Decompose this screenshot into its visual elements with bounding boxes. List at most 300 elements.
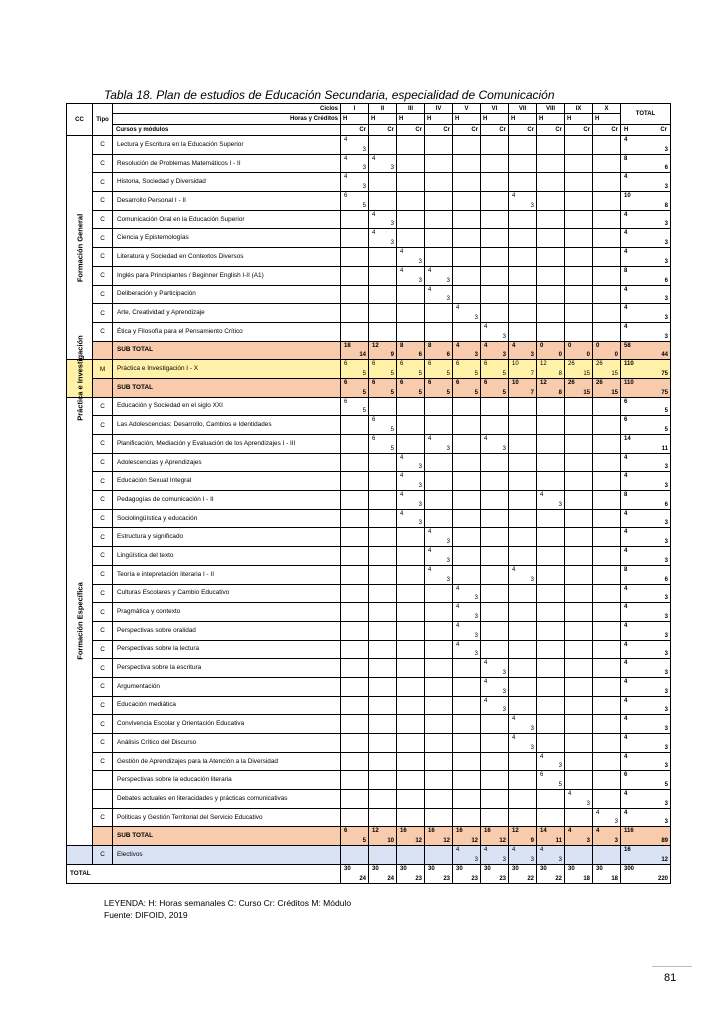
credits-value: 3 [390, 240, 394, 247]
credit-cell [509, 659, 537, 678]
credit-cell [397, 285, 425, 304]
credit-cell [509, 734, 537, 753]
credit-cell [397, 248, 425, 267]
credit-cell [341, 752, 369, 771]
credits-value: 5 [474, 370, 478, 377]
total-cell [621, 846, 671, 865]
credits-value: 5 [446, 370, 450, 377]
credit-cell [481, 322, 509, 341]
cycle-header: IV [425, 104, 453, 114]
course-row [67, 640, 671, 659]
credit-cell [509, 472, 537, 491]
hours-value: 30 [596, 865, 603, 872]
credit-cell [481, 640, 509, 659]
credit-cell [537, 304, 565, 323]
credit-cell [341, 173, 369, 192]
credits-value: 23 [443, 875, 450, 882]
total-credits-value: 6 [664, 501, 668, 508]
credit-cell [397, 715, 425, 734]
total-hours-value: 4 [624, 529, 628, 536]
credit-cell [369, 790, 397, 809]
credits-value: 15 [611, 389, 618, 396]
credits-value: 3 [614, 838, 618, 845]
cc-header: CC [67, 104, 93, 136]
credit-cell [425, 341, 453, 360]
course-name: Electivos [113, 846, 341, 865]
credit-cell [537, 677, 565, 696]
total-credits-value: 3 [664, 707, 668, 714]
credit-cell [453, 322, 481, 341]
credit-cell [481, 453, 509, 472]
credit-cell [397, 752, 425, 771]
total-hours-value: 4 [624, 604, 628, 611]
hours-value: 6 [456, 361, 460, 368]
course-row [67, 752, 671, 771]
total-cell [621, 397, 671, 416]
credits-value: 5 [362, 838, 366, 845]
total-cell [621, 808, 671, 827]
total-cell [621, 453, 671, 472]
hours-value: 10 [512, 379, 519, 386]
credit-cell [537, 509, 565, 528]
credit-cell [341, 621, 369, 640]
credit-cell [565, 491, 593, 510]
hours-value: 4 [512, 847, 516, 854]
credit-cell [341, 547, 369, 566]
credit-cell [593, 808, 621, 827]
total-credits-value: 3 [664, 520, 668, 527]
credit-cell [509, 210, 537, 229]
credit-cell [593, 322, 621, 341]
credits-value: 3 [362, 146, 366, 153]
course-name: Sociolingüística y educación [113, 509, 341, 528]
credits-value: 3 [418, 277, 422, 284]
credit-cell [481, 752, 509, 771]
hours-value: 4 [596, 809, 600, 816]
credit-cell [341, 677, 369, 696]
credit-cell [369, 547, 397, 566]
course-type: C [93, 136, 113, 155]
credit-cell [593, 734, 621, 753]
credit-cell [509, 846, 537, 865]
cr-header: Cr [341, 125, 369, 136]
total-hours-value: 14 [624, 436, 631, 442]
hours-value: 26 [568, 379, 575, 386]
hours-value: 4 [540, 492, 544, 499]
credits-value: 3 [446, 277, 450, 284]
credit-cell [509, 790, 537, 809]
credit-cell [537, 360, 565, 379]
course-type: C [93, 584, 113, 603]
credit-cell [481, 677, 509, 696]
course-row [67, 771, 671, 790]
hours-value: 4 [428, 436, 432, 442]
total-hours-value: 58 [624, 342, 631, 349]
credit-cell [369, 808, 397, 827]
total-cell [621, 266, 671, 285]
credit-cell [593, 509, 621, 528]
total-credits-value: 220 [657, 875, 668, 882]
credit-cell [369, 528, 397, 547]
credit-cell [341, 734, 369, 753]
course-row [67, 360, 671, 379]
total-cell [621, 210, 671, 229]
credits-value: 3 [474, 314, 478, 321]
credit-cell [341, 640, 369, 659]
credit-cell [509, 453, 537, 472]
hours-value: 30 [456, 865, 463, 872]
credit-cell [453, 173, 481, 192]
credit-cell [593, 229, 621, 248]
total-hours-value: 8 [624, 267, 628, 274]
credit-cell [397, 397, 425, 416]
total-cell [621, 621, 671, 640]
total-credits-value: 5 [664, 782, 668, 789]
credit-cell [481, 547, 509, 566]
credit-cell [509, 565, 537, 584]
credit-cell [509, 491, 537, 510]
total-hours-value: 8 [624, 155, 628, 162]
credit-cell [397, 453, 425, 472]
credits-value: 15 [583, 389, 590, 396]
total-credits-value: 75 [661, 389, 668, 396]
cr-header: Cr [425, 125, 453, 136]
credits-value: 5 [502, 370, 506, 377]
credit-cell [369, 846, 397, 865]
credit-cell [369, 509, 397, 528]
credit-cell [537, 827, 565, 846]
credit-cell [481, 790, 509, 809]
blank-cell [67, 846, 93, 865]
credits-value: 3 [446, 539, 450, 546]
hours-value: 6 [484, 361, 488, 368]
cr-header: Cr [509, 125, 537, 136]
credit-cell [453, 528, 481, 547]
course-row [67, 416, 671, 435]
credits-value: 3 [362, 184, 366, 191]
cr-header: Cr [537, 125, 565, 136]
credit-cell [593, 846, 621, 865]
credit-cell [537, 285, 565, 304]
credit-cell [369, 173, 397, 192]
hours-value: 4 [456, 641, 460, 648]
cr-header: Cr [453, 125, 481, 136]
credit-cell [509, 154, 537, 173]
credits-value: 5 [390, 445, 394, 452]
group-general-label: Formación General [75, 213, 84, 282]
credits-value: 3 [530, 744, 534, 751]
credit-cell [425, 790, 453, 809]
course-row [67, 734, 671, 753]
header-row-courses [67, 125, 671, 136]
credit-cell [369, 603, 397, 622]
credit-cell [481, 472, 509, 491]
credits-value: 3 [558, 763, 562, 770]
credit-cell [397, 846, 425, 865]
total-cell [621, 491, 671, 510]
credit-cell [481, 846, 509, 865]
credit-cell [341, 136, 369, 155]
hours-value: 14 [540, 828, 547, 835]
credit-cell [481, 771, 509, 790]
credits-value: 5 [558, 782, 562, 789]
total-cell [621, 734, 671, 753]
total-hours-value: 4 [624, 735, 628, 741]
hours-value: 0 [540, 342, 544, 349]
total-hours-value: 6 [624, 417, 628, 424]
hours-value: 12 [372, 828, 379, 835]
credit-cell [397, 229, 425, 248]
total-hours-value: 4 [624, 137, 628, 143]
hours-value: 26 [596, 379, 603, 386]
total-credits-value: 3 [664, 221, 668, 228]
credit-cell [341, 154, 369, 173]
credit-cell [341, 565, 369, 584]
subtotal-label: SUB TOTAL [113, 827, 341, 846]
total-hours-value: 116 [624, 828, 634, 835]
course-type: C [93, 752, 113, 771]
course-name: Teoría e intepretación literaria I - II [113, 565, 341, 584]
hours-value: 4 [400, 510, 404, 517]
credit-cell [341, 397, 369, 416]
credit-cell [537, 266, 565, 285]
credit-cell [397, 210, 425, 229]
total-hours-value: 4 [624, 249, 628, 256]
credits-value: 3 [474, 651, 478, 658]
hours-value: 6 [456, 379, 460, 386]
credits-value: 3 [446, 576, 450, 583]
credit-cell [425, 491, 453, 510]
credit-cell [453, 827, 481, 846]
course-type: C [93, 266, 113, 285]
total-credits-value: 3 [664, 688, 668, 695]
grand-total-row [67, 864, 671, 883]
course-name: Resolución de Problemas Matemáticos I - II [113, 154, 341, 173]
credit-cell [481, 378, 509, 397]
credit-cell [593, 435, 621, 454]
credit-cell [397, 565, 425, 584]
course-type [93, 771, 113, 790]
credit-cell [453, 435, 481, 454]
course-type: C [93, 603, 113, 622]
total-cell [621, 677, 671, 696]
credit-cell [369, 304, 397, 323]
credit-cell [565, 715, 593, 734]
credits-value: 24 [359, 875, 366, 882]
course-name: Culturas Escolares y Cambio Educativo [113, 584, 341, 603]
credit-cell [481, 416, 509, 435]
total-cell [621, 435, 671, 454]
credit-cell [509, 192, 537, 211]
credits-value: 3 [558, 501, 562, 508]
credit-cell [481, 491, 509, 510]
credit-cell [341, 808, 369, 827]
total-hours-value: 4 [624, 454, 628, 461]
hours-value: 6 [344, 398, 348, 405]
credits-value: 3 [614, 819, 618, 826]
course-name: Debates actuales en literacidades y prácticas comunicativas [113, 790, 341, 809]
credit-cell [537, 547, 565, 566]
total-hours-value: 6 [624, 398, 628, 405]
credit-cell [397, 734, 425, 753]
credit-cell [593, 397, 621, 416]
credit-cell [425, 154, 453, 173]
credit-cell [397, 677, 425, 696]
course-type: C [93, 192, 113, 211]
hours-value: 12 [372, 342, 379, 349]
hours-value: 12 [512, 828, 519, 835]
credit-cell [509, 378, 537, 397]
hours-value: 4 [456, 604, 460, 611]
credit-cell [509, 341, 537, 360]
cycle-header: II [369, 104, 397, 114]
hours-value: 4 [484, 697, 488, 704]
credit-cell [453, 846, 481, 865]
total-cr-header: Cr [660, 127, 667, 133]
course-row [67, 229, 671, 248]
hours-value: 6 [428, 379, 432, 386]
credit-cell [565, 154, 593, 173]
course-name: Deliberación y Participación [113, 285, 341, 304]
credit-cell [425, 771, 453, 790]
credit-cell [481, 136, 509, 155]
credits-value: 5 [362, 389, 366, 396]
credit-cell [425, 378, 453, 397]
credit-cell [453, 229, 481, 248]
credit-cell [453, 360, 481, 379]
credit-cell [537, 322, 565, 341]
credit-cell [565, 640, 593, 659]
credit-cell [481, 715, 509, 734]
total-credits-value: 3 [664, 613, 668, 620]
credit-cell [509, 528, 537, 547]
credit-cell [341, 659, 369, 678]
credits-value: 3 [418, 520, 422, 527]
course-name: Historia, Sociedad y Diversidad [113, 173, 341, 192]
credits-value: 12 [499, 838, 506, 845]
total-cell [621, 173, 671, 192]
total-hours-value: 4 [624, 174, 628, 181]
cr-header: Cr [369, 125, 397, 136]
credit-cell [565, 752, 593, 771]
hours-value: 6 [428, 361, 432, 368]
credit-cell [341, 696, 369, 715]
course-name: Estructura y significado [113, 528, 341, 547]
credit-cell [565, 136, 593, 155]
hours-value: 4 [484, 847, 488, 854]
course-type: C [93, 659, 113, 678]
total-cell [621, 416, 671, 435]
course-row [67, 603, 671, 622]
credit-cell [481, 435, 509, 454]
total-credits-value: 3 [664, 557, 668, 564]
h-header: H [509, 114, 537, 125]
credit-cell [453, 752, 481, 771]
credit-cell [425, 360, 453, 379]
credits-value: 5 [502, 389, 506, 396]
credit-cell [481, 603, 509, 622]
credit-cell [593, 266, 621, 285]
credit-cell [341, 322, 369, 341]
course-type: C [93, 229, 113, 248]
credit-cell [537, 378, 565, 397]
cursos-modulos-header: Cursos y módulos [113, 125, 341, 136]
credit-cell [481, 285, 509, 304]
credit-cell [537, 397, 565, 416]
hours-value: 16 [456, 828, 463, 835]
credit-cell [369, 210, 397, 229]
course-name: Lingüística del texto [113, 547, 341, 566]
credit-cell [565, 173, 593, 192]
credit-cell [481, 248, 509, 267]
credit-cell [509, 677, 537, 696]
total-cell [621, 584, 671, 603]
hours-value: 4 [568, 828, 572, 835]
hours-value: 30 [568, 865, 575, 872]
credit-cell [369, 285, 397, 304]
blank-cell [93, 827, 113, 846]
credit-cell [425, 136, 453, 155]
hours-value: 6 [540, 772, 544, 779]
total-hours-value: 4 [624, 510, 628, 517]
credits-value: 3 [474, 632, 478, 639]
hours-value: 4 [400, 454, 404, 461]
credit-cell [537, 248, 565, 267]
horas-creditos-header: Horas y Créditos [113, 114, 341, 125]
course-type: C [93, 808, 113, 827]
subtotal-label: SUB TOTAL [113, 341, 341, 360]
credit-cell [565, 808, 593, 827]
total-credits-value: 3 [664, 726, 668, 732]
hours-value: 0 [568, 342, 572, 349]
credits-value: 23 [499, 875, 506, 882]
total-hours-value: 16 [624, 847, 631, 854]
credits-value: 3 [362, 165, 366, 172]
total-cell [621, 154, 671, 173]
credit-cell [341, 229, 369, 248]
credit-cell [425, 621, 453, 640]
credits-value: 3 [418, 258, 422, 265]
total-cell [621, 192, 671, 211]
credit-cell [341, 304, 369, 323]
course-row [67, 659, 671, 678]
credit-cell [425, 603, 453, 622]
credit-cell [453, 696, 481, 715]
total-hours-value: 110 [624, 361, 634, 368]
credits-value: 23 [415, 875, 422, 882]
credit-cell [425, 285, 453, 304]
credit-cell [369, 453, 397, 472]
credit-cell [425, 229, 453, 248]
credit-cell [481, 210, 509, 229]
total-hours-value: 4 [624, 697, 628, 704]
hours-value: 30 [400, 865, 407, 872]
total-hours-value: 4 [624, 641, 628, 648]
h-header: H [481, 114, 509, 125]
credit-cell [453, 210, 481, 229]
credit-cell [537, 640, 565, 659]
course-row [67, 154, 671, 173]
credit-cell [537, 472, 565, 491]
credit-cell [453, 584, 481, 603]
credit-cell [425, 547, 453, 566]
credit-cell [425, 304, 453, 323]
total-cell [621, 771, 671, 790]
hours-value: 6 [344, 361, 348, 368]
credit-cell [481, 341, 509, 360]
course-type: C [93, 565, 113, 584]
course-row [67, 453, 671, 472]
